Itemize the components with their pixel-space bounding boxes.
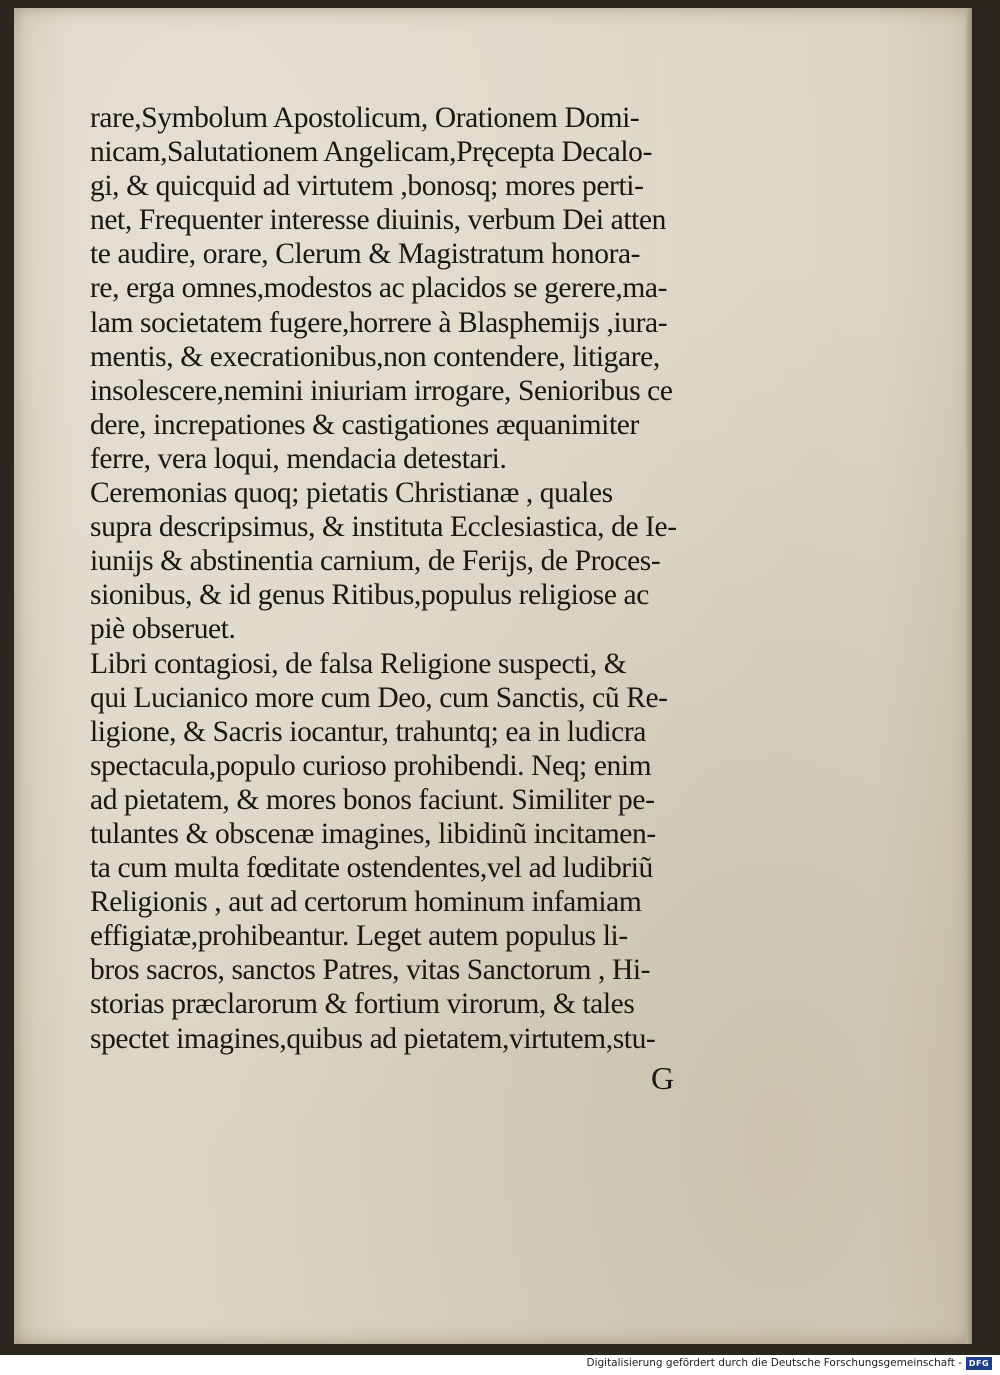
dfg-logo-icon: DFG [966,1357,992,1370]
text-line: spectacula,populo curioso prohibendi. Neq; enim [90,749,652,782]
text-line: qui Lucianico more cum Deo, cum Sanctis, cũ Re- [90,681,668,714]
text-line: ta cum multa fœditate ostendentes,vel ad ludibriũ [90,852,653,885]
body-text [90,101,760,1056]
text-line: supra descripsimus, & instituta Ecclesiastica, de Ie- [90,511,677,544]
text-line: ferre, vera loqui, mendacia detestari. [90,442,507,475]
text-line: ad pietatem, & mores bonos faciunt. Similiter pe- [90,783,655,816]
footer-bar [0,1355,1000,1375]
page-edge [966,8,972,1344]
text-line: piè obseruet. [90,613,236,646]
text-line: nicam,Salutationem Angelicam,Pręcepta Decalo- [90,136,652,169]
text-line: iunijs & abstinentia carnium, de Ferijs, de Proces- [90,545,661,578]
text-line: ligione, & Sacris iocantur, trahuntq; ea in ludicra [90,715,646,748]
text-line: Ceremonias quoq; pietatis Christianæ , quales [90,477,613,510]
text-line: insolescere,nemini iniuriam irrogare, Senioribus ce [90,374,673,407]
text-line: storias præclarorum & fortium virorum, & tales [90,988,635,1021]
text-line: rare,Symbolum Apostolicum, Orationem Domi- [90,102,640,134]
text-line: net, Frequenter interesse diuinis, verbum Dei atten [90,204,666,237]
text-line: spectet imagines,quibus ad pietatem,virtutem,stu- [90,1022,656,1055]
text-line: Libri contagiosi, de falsa Religione suspecti, & [90,647,627,680]
text-line: effigiatæ,prohibeantur. Leget autem populus li- [90,920,628,953]
text-line: re, erga omnes,modestos ac placidos se gerere,ma- [90,272,667,305]
text-line: mentis, & execrationibus,non contendere, litigare, [90,340,660,373]
text-line: bros sacros, sanctos Patres, vitas Sanctorum , Hi- [90,954,651,987]
text-line: gi, & quicquid ad virtutem ,bonosq; mores perti- [90,170,644,203]
text-line: Religionis , aut ad certorum hominum infamiam [90,886,642,919]
footer-credit: Digitalisierung gefördert durch die Deutsche Forschungsgemeinschaft - [586,1357,962,1369]
text-line: dere, increpationes & castigationes æquanimiter [90,408,639,441]
text-line: te audire, orare, Clerum & Magistratum honora- [90,238,641,271]
text-line: sionibus, & id genus Ritibus,populus religiose ac [90,579,649,612]
text-line: lam societatem fugere,horrere à Blasphemijs ,iura- [90,306,668,339]
text-line: tulantes & obscenæ imagines, libidinũ incitamen- [90,817,656,850]
book-page [14,8,972,1344]
signature-mark: G [651,1060,675,1096]
